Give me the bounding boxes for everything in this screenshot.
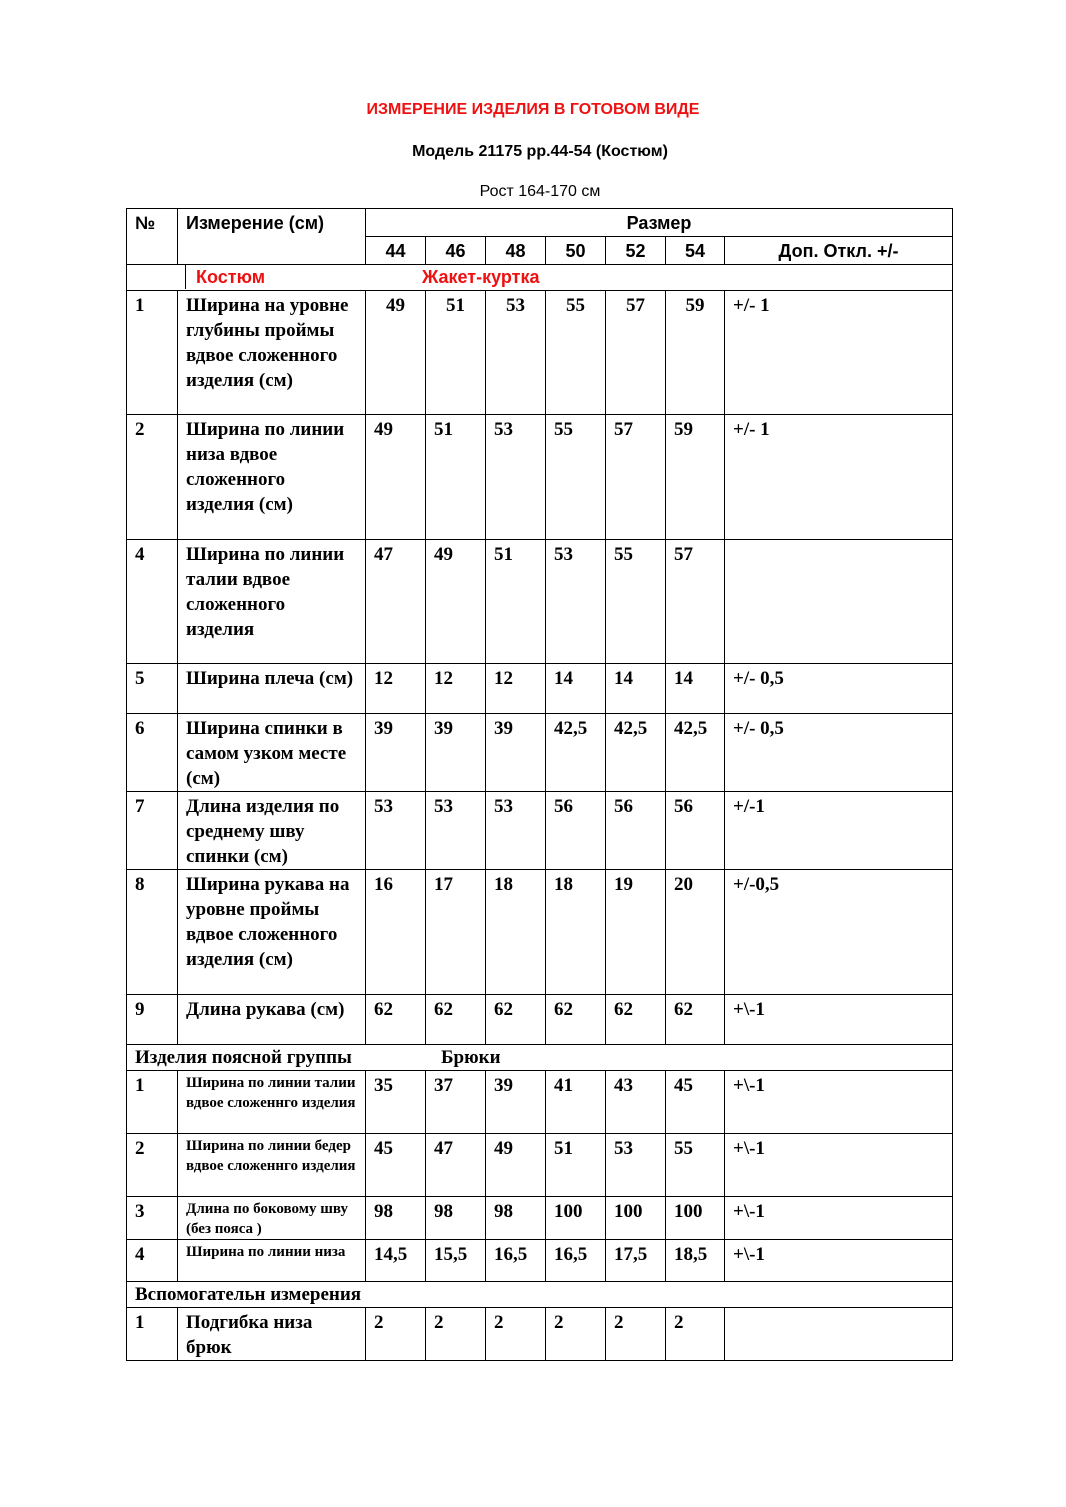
- row-tolerance: +/-0,5: [725, 870, 953, 995]
- row-value: 37: [426, 1071, 486, 1134]
- row-value: 17: [426, 870, 486, 995]
- row-value: 57: [606, 415, 666, 540]
- table-row: [127, 792, 953, 870]
- header-size: Размер: [366, 209, 953, 237]
- row-tolerance: +\-1: [725, 1134, 953, 1197]
- header-tolerance: Доп. Откл. +/-: [725, 237, 953, 265]
- row-value: 62: [666, 995, 725, 1045]
- table-row: [127, 1071, 953, 1134]
- row-num: 1: [127, 1308, 178, 1361]
- table-row: [127, 870, 953, 995]
- row-tolerance: +/-1: [725, 792, 953, 870]
- height-line: Рост 164-170 см: [479, 183, 601, 200]
- row-value: 55: [546, 291, 606, 415]
- row-value: 2: [486, 1308, 546, 1361]
- size-header: 54: [666, 237, 725, 265]
- row-value: 20: [666, 870, 725, 995]
- row-value: 62: [486, 995, 546, 1045]
- row-measure-name: Длина изделия по среднему шву спинки (см): [178, 792, 366, 870]
- row-num: 8: [127, 870, 178, 995]
- table-row: [127, 291, 953, 415]
- row-value: 18: [546, 870, 606, 995]
- table-row: [127, 1197, 953, 1240]
- row-value: 47: [426, 1134, 486, 1197]
- row-value: 53: [486, 291, 546, 415]
- row-tolerance: +/- 0,5: [725, 664, 953, 714]
- row-value: 53: [486, 415, 546, 540]
- row-tolerance: +/- 1: [725, 415, 953, 540]
- row-value: 53: [546, 540, 606, 664]
- row-value: 35: [366, 1071, 426, 1134]
- section-row: [127, 1282, 953, 1308]
- row-value: 14: [606, 664, 666, 714]
- row-value: 43: [606, 1071, 666, 1134]
- row-num: 5: [127, 664, 178, 714]
- header-num: №: [127, 209, 178, 265]
- table-row: [127, 415, 953, 540]
- row-value: 49: [366, 291, 426, 415]
- section-name: Брюки: [441, 1047, 501, 1068]
- table-row: [127, 1134, 953, 1197]
- row-tolerance: +\-1: [725, 1197, 953, 1240]
- row-value: 14: [666, 664, 725, 714]
- row-value: 49: [486, 1134, 546, 1197]
- measurement-table: [126, 208, 953, 1361]
- row-value: 56: [666, 792, 725, 870]
- row-value: 55: [666, 1134, 725, 1197]
- row-value: 45: [666, 1071, 725, 1134]
- row-value: 16,5: [546, 1240, 606, 1282]
- row-value: 42,5: [546, 714, 606, 792]
- row-num: 2: [127, 415, 178, 540]
- row-value: 62: [606, 995, 666, 1045]
- row-num: 4: [127, 540, 178, 664]
- row-value: 59: [666, 291, 725, 415]
- row-value: 18: [486, 870, 546, 995]
- row-num: 3: [127, 1197, 178, 1240]
- row-value: 55: [546, 415, 606, 540]
- row-value: 51: [426, 291, 486, 415]
- document-title: ИЗМЕРЕНИЕ ИЗДЕЛИЯ В ГОТОВОМ ВИДЕ: [366, 101, 700, 118]
- model-line: Модель 21175 рр.44-54 (Костюм): [412, 143, 668, 160]
- row-value: 53: [486, 792, 546, 870]
- row-value: 16,5: [486, 1240, 546, 1282]
- row-value: 100: [606, 1197, 666, 1240]
- size-header: 48: [486, 237, 546, 265]
- row-num: 6: [127, 714, 178, 792]
- row-value: 2: [546, 1308, 606, 1361]
- row-measure-name: Подгибка низа брюк: [178, 1308, 366, 1361]
- row-value: 62: [546, 995, 606, 1045]
- row-value: 2: [366, 1308, 426, 1361]
- row-tolerance: +/- 0,5: [725, 714, 953, 792]
- row-value: 14,5: [366, 1240, 426, 1282]
- section-label: Костюм: [196, 267, 266, 287]
- row-value: 98: [486, 1197, 546, 1240]
- row-num: 1: [127, 1071, 178, 1134]
- row-tolerance: [725, 1308, 953, 1361]
- row-measure-name: Ширина по линии низа вдвое сложенного изделия (см): [178, 415, 366, 540]
- row-value: 39: [426, 714, 486, 792]
- row-value: 39: [366, 714, 426, 792]
- table-row: [127, 664, 953, 714]
- table-row: [127, 1308, 953, 1361]
- row-value: 47: [366, 540, 426, 664]
- header-measure: Измерение (см): [178, 209, 366, 265]
- section-name: Жакет-куртка: [422, 267, 540, 287]
- row-measure-name: Длина рукава (см): [178, 995, 366, 1045]
- row-measure-name: Ширина по линии низа: [178, 1240, 366, 1282]
- row-value: 41: [546, 1071, 606, 1134]
- row-value: 62: [366, 995, 426, 1045]
- row-value: 45: [366, 1134, 426, 1197]
- row-value: 2: [426, 1308, 486, 1361]
- row-tolerance: [725, 540, 953, 664]
- section-row: [127, 1045, 953, 1071]
- row-measure-name: Ширина на уровне глубины проймы вдвое сложенного изделия (см): [178, 291, 366, 415]
- row-value: 57: [606, 291, 666, 415]
- row-value: 53: [426, 792, 486, 870]
- row-num: 7: [127, 792, 178, 870]
- row-value: 100: [666, 1197, 725, 1240]
- row-measure-name: Ширина рукава на уровне проймы вдвое сложенного изделия (см): [178, 870, 366, 995]
- table-row: [127, 1240, 953, 1282]
- row-measure-name: Ширина по линии бедер вдвое сложеннго изделия: [178, 1134, 366, 1197]
- row-measure-name: Ширина по линии талии вдвое сложеннго изделия: [178, 1071, 366, 1134]
- row-value: 12: [366, 664, 426, 714]
- row-measure-name: Ширина спинки в самом узком месте (см): [178, 714, 366, 792]
- row-value: 55: [606, 540, 666, 664]
- table-row: [127, 995, 953, 1045]
- row-value: 62: [426, 995, 486, 1045]
- row-value: 53: [366, 792, 426, 870]
- section-row: [127, 265, 953, 291]
- row-value: 42,5: [666, 714, 725, 792]
- table-row: [127, 714, 953, 792]
- row-value: 49: [366, 415, 426, 540]
- size-header: 52: [606, 237, 666, 265]
- row-value: 39: [486, 1071, 546, 1134]
- row-num: 9: [127, 995, 178, 1045]
- row-tolerance: +/- 1: [725, 291, 953, 415]
- table-row: [127, 540, 953, 664]
- row-value: 56: [546, 792, 606, 870]
- row-value: 98: [426, 1197, 486, 1240]
- row-value: 98: [366, 1197, 426, 1240]
- row-measure-name: Длина по боковому шву (без пояса ): [178, 1197, 366, 1240]
- row-value: 57: [666, 540, 725, 664]
- row-tolerance: +\-1: [725, 1071, 953, 1134]
- row-tolerance: +\-1: [725, 1240, 953, 1282]
- row-value: 59: [666, 415, 725, 540]
- row-value: 53: [606, 1134, 666, 1197]
- row-value: 19: [606, 870, 666, 995]
- row-value: 100: [546, 1197, 606, 1240]
- row-tolerance: +\-1: [725, 995, 953, 1045]
- row-value: 18,5: [666, 1240, 725, 1282]
- row-value: 17,5: [606, 1240, 666, 1282]
- section-label: Изделия поясной группы: [135, 1047, 352, 1068]
- row-value: 42,5: [606, 714, 666, 792]
- row-num: 1: [127, 291, 178, 415]
- size-header: 50: [546, 237, 606, 265]
- row-value: 39: [486, 714, 546, 792]
- row-value: 51: [546, 1134, 606, 1197]
- row-measure-name: Ширина плеча (см): [178, 664, 366, 714]
- row-value: 2: [606, 1308, 666, 1361]
- size-header: 44: [366, 237, 426, 265]
- row-value: 14: [546, 664, 606, 714]
- row-value: 56: [606, 792, 666, 870]
- row-value: 51: [426, 415, 486, 540]
- row-value: 16: [366, 870, 426, 995]
- section-label: Вспомогательн измерения: [127, 1282, 953, 1308]
- size-header: 46: [426, 237, 486, 265]
- row-value: 12: [486, 664, 546, 714]
- row-num: 4: [127, 1240, 178, 1282]
- row-value: 49: [426, 540, 486, 664]
- row-num: 2: [127, 1134, 178, 1197]
- row-measure-name: Ширина по линии талии вдвое сложенного изделия: [178, 540, 366, 664]
- row-value: 2: [666, 1308, 725, 1361]
- row-value: 12: [426, 664, 486, 714]
- row-value: 51: [486, 540, 546, 664]
- row-value: 15,5: [426, 1240, 486, 1282]
